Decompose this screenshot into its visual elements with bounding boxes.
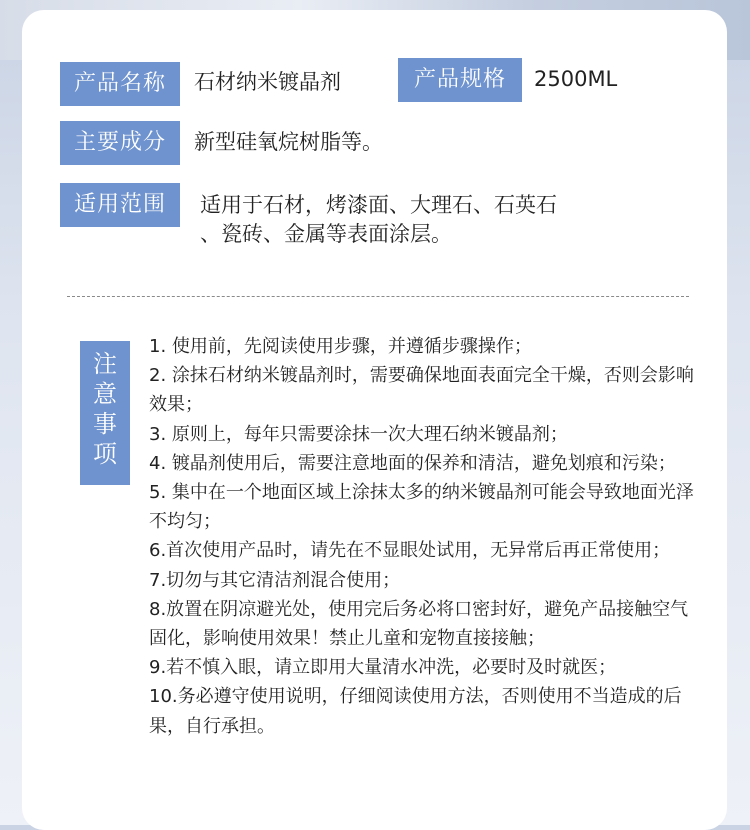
notice-item: 3. 原则上，每年只需要涂抹一次大理石纳米镀晶剂； (149, 423, 568, 445)
product-spec-label: 产品规格 (398, 58, 522, 102)
scope-label: 适用范围 (60, 183, 180, 227)
scope-value-line1: 适用于石材，烤漆面、大理石、石英石 (200, 193, 557, 217)
notice-item: 4. 镀晶剂使用后，需要注意地面的保养和清洁，避免划痕和污染； (149, 452, 676, 474)
dashed-divider (67, 296, 689, 297)
notice-item: 5. 集中在一个地面区域上涂抹太多的纳米镀晶剂可能会导致地面光泽不均匀； (149, 482, 694, 533)
ingredient-label: 主要成分 (60, 121, 180, 165)
notice-item: 6.首次使用产品时，请先在不显眼处试用，无异常后再正常使用； (149, 540, 671, 562)
notice-item: 1. 使用前，先阅读使用步骤，并遵循步骤操作； (149, 336, 532, 357)
product-info-card (22, 10, 727, 830)
notice-label (80, 341, 130, 485)
notice-label-char: 注 (93, 350, 117, 378)
notice-item: 2. 涂抹石材纳米镀晶剂时，需要确保地面表面完全干燥，否则会影响效果； (149, 365, 694, 416)
notice-item: 9.若不慎入眼，请立即用大量清水冲洗，必要时及时就医； (149, 657, 617, 679)
notice-label-char: 意 (93, 380, 117, 408)
notice-item: 10.务必遵守使用说明，仔细阅读使用方法，否则使用不当造成的后果，自行承担。 (149, 686, 682, 737)
ingredient-value: 新型硅氧烷树脂等。 (194, 130, 383, 154)
product-spec-value: 2500ML (534, 67, 618, 91)
scope-value-line2: 、瓷砖、金属等表面涂层。 (200, 222, 452, 246)
notice-item: 7.切勿与其它清洁剂混合使用； (149, 569, 401, 591)
product-name-label: 产品名称 (60, 62, 180, 106)
notice-label-char: 项 (93, 440, 117, 468)
product-name-value: 石材纳米镀晶剂 (194, 70, 341, 94)
notice-label-char: 事 (93, 410, 117, 438)
notice-list (149, 332, 694, 741)
notice-item: 8.放置在阴凉避光处，使用完后务必将口密封好，避免产品接触空气固化，影响使用效果！禁止儿童和宠物直接接触； (149, 598, 689, 650)
